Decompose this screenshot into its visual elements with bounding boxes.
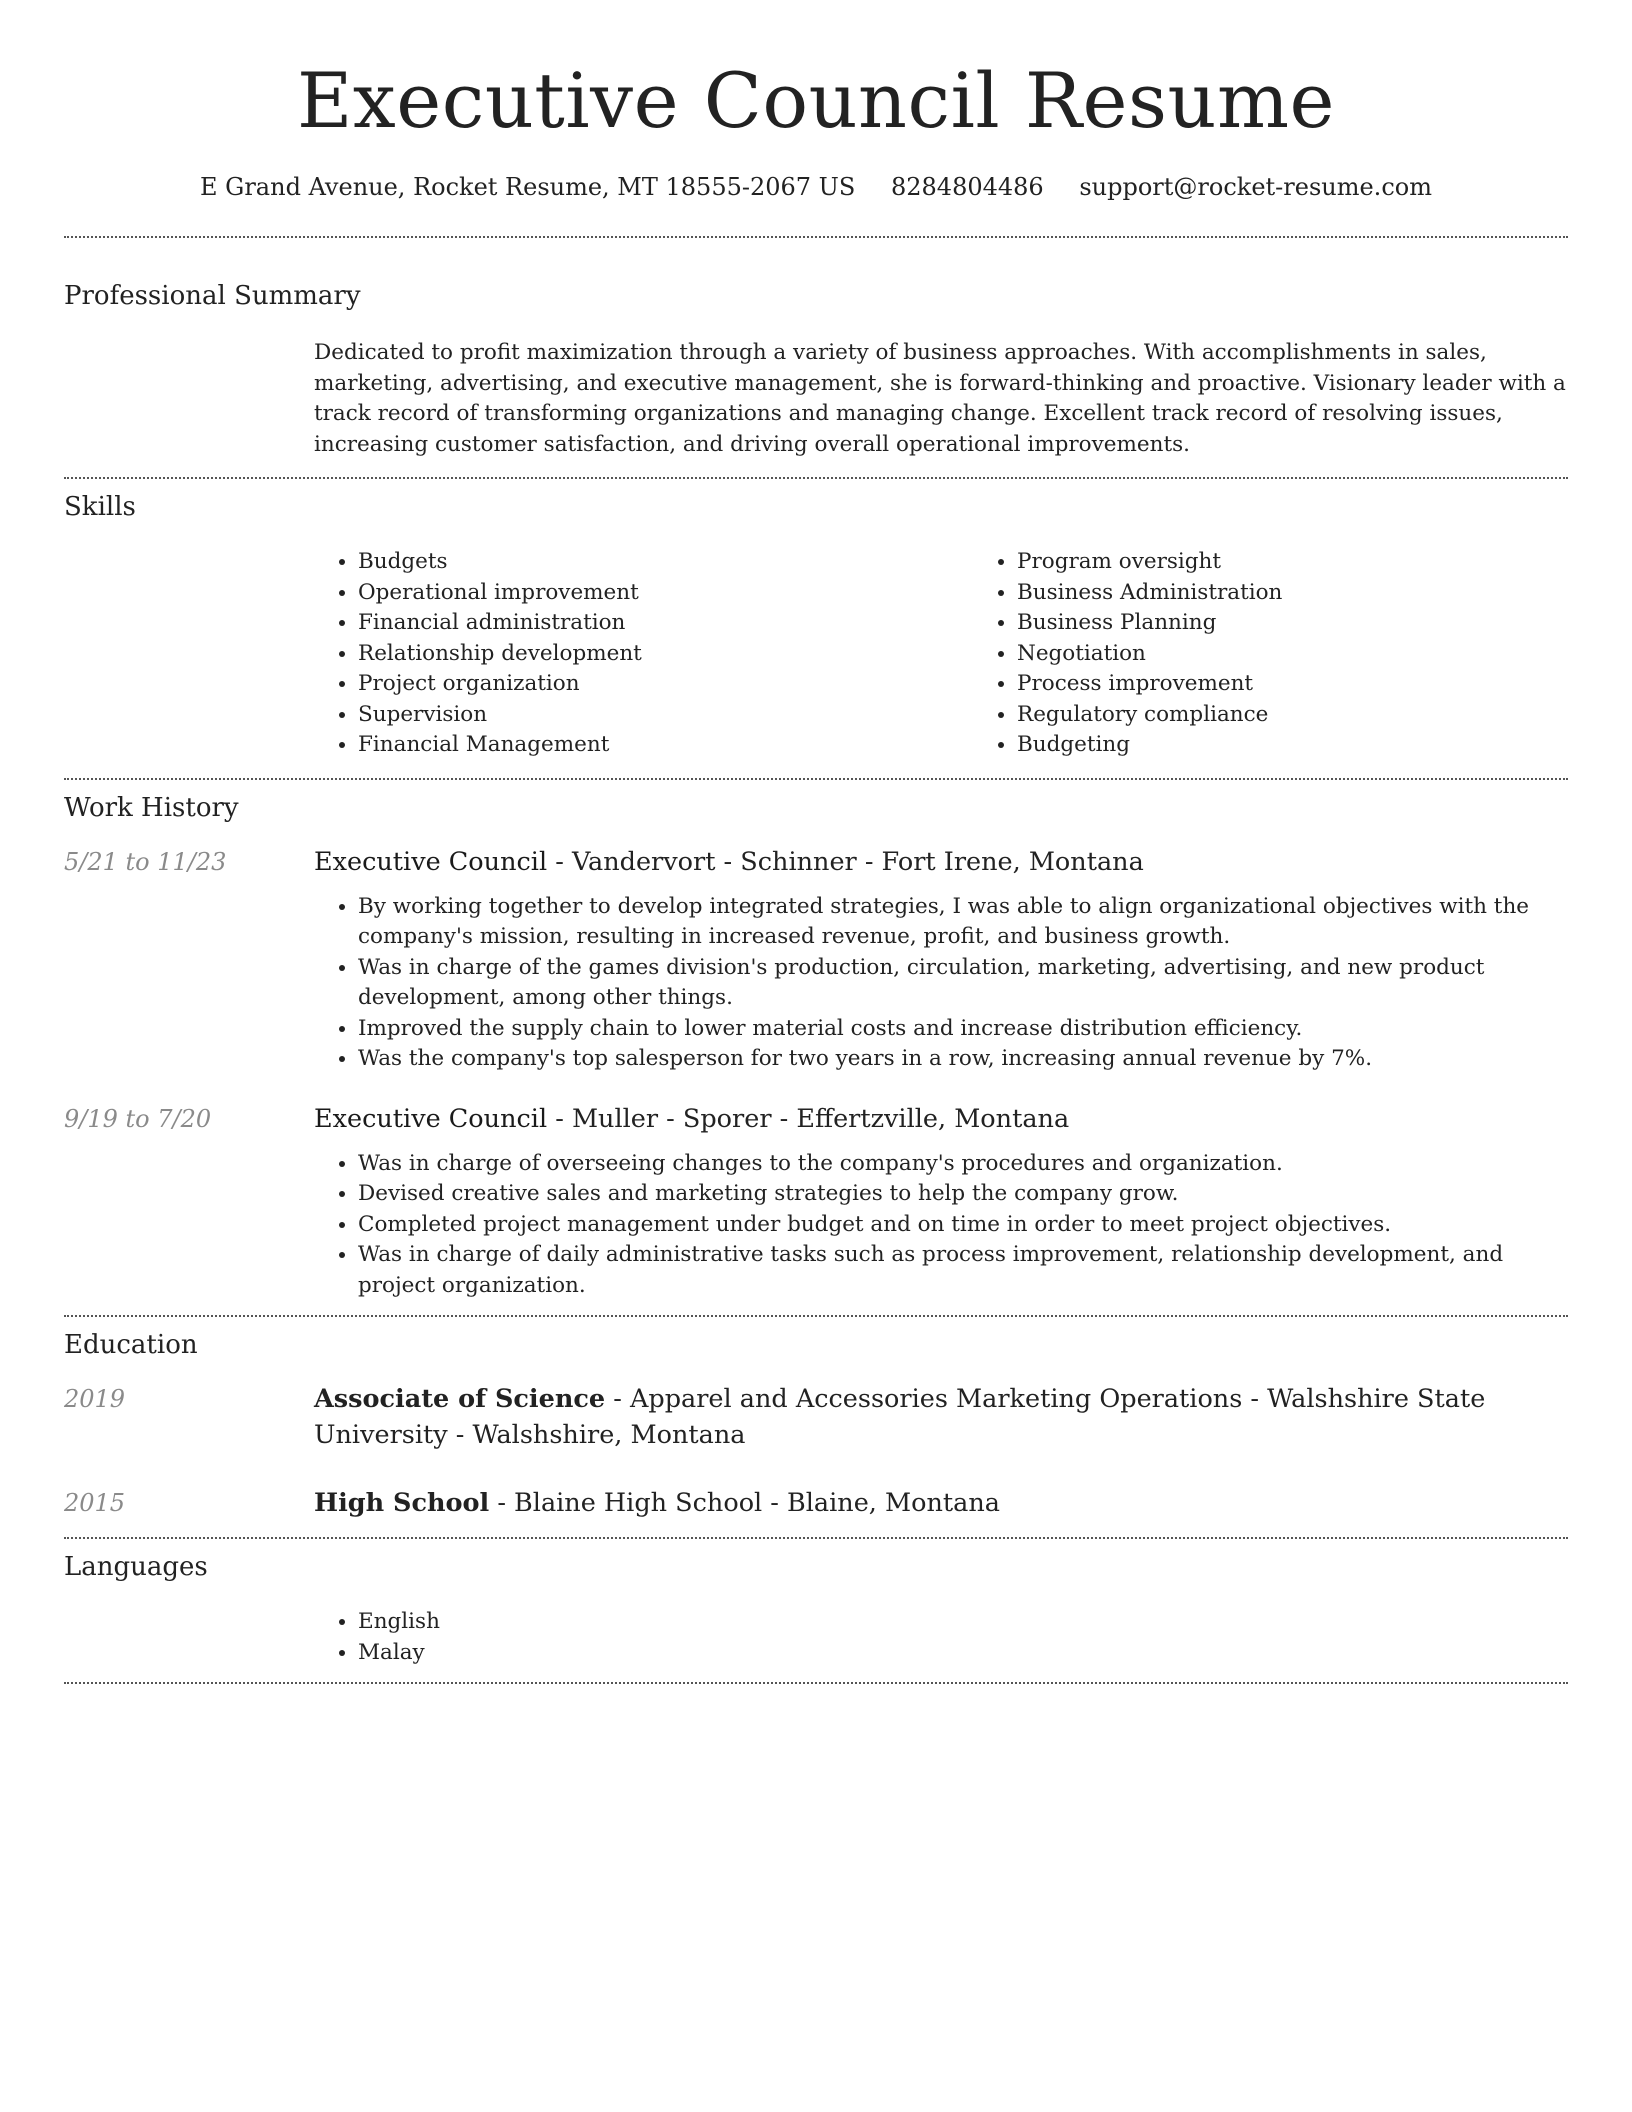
contact-address: E Grand Avenue, Rocket Resume, MT 18555-2067 US — [200, 173, 856, 201]
skills-list-right — [973, 547, 1632, 761]
job-employer: Vandervort - Schinner - Fort Irene, Montana — [571, 846, 1144, 877]
job-bullet: • By working together to develop integrated strategies, I was able to align organizational objectives with the company's mission, resulting in increased revenue, profit, and business growth. — [358, 892, 1568, 953]
summary-text: Dedicated to profit maximization through a variety of business approaches. With accomplishments in sales, marketing, advertising, and executive management, she is forward-thinking and proactive. Visionary leader with a track record of transforming organizations and managing change. Excellent track record of resolving issues, increasing customer satisfaction, and driving overall operational improvements. — [314, 340, 1566, 457]
job-entry — [64, 844, 1568, 1075]
skill-item: • Budgeting — [1017, 730, 1632, 761]
job-bullets — [314, 1149, 1568, 1302]
job-entry — [64, 1101, 1568, 1302]
summary-section — [64, 238, 1568, 460]
job-employer: Muller - Sporer - Effertzville, Montana — [571, 1103, 1070, 1134]
skill-item: • Process improvement — [1017, 669, 1632, 700]
language-item: • Malay — [358, 1638, 1568, 1669]
skills-list-left — [314, 547, 973, 761]
skill-item: • Program oversight — [1017, 547, 1632, 578]
skill-item: • Business Administration — [1017, 578, 1632, 609]
section-title-work: Work History — [64, 792, 239, 823]
language-item: • English — [358, 1607, 1568, 1638]
resume-page — [64, 0, 1568, 1684]
skill-item: • Negotiation — [1017, 639, 1632, 670]
languages-section — [64, 1539, 1568, 1668]
section-divider — [64, 1682, 1568, 1684]
job-dates: 5/21 to 11/23 — [64, 847, 227, 876]
section-title-languages: Languages — [64, 1552, 208, 1582]
section-title-skills: Skills — [64, 492, 136, 522]
job-heading: Executive Council - Muller - Sporer - Effertzville, Montana — [314, 1103, 1070, 1134]
skill-item: • Operational improvement — [358, 578, 973, 609]
education-degree: High School — [314, 1488, 490, 1518]
skills-section — [64, 479, 1568, 761]
education-details: Apparel and Accessories Marketing Operations - Walshshire State University - Walshshire, Montana — [314, 1384, 1486, 1450]
section-title-summary: Professional Summary — [64, 281, 361, 311]
education-year: 2019 — [64, 1385, 126, 1413]
contact-line — [64, 172, 1568, 202]
job-bullet: • Was in charge of overseeing changes to the company's procedures and organization. — [358, 1149, 1568, 1180]
education-section — [64, 1317, 1568, 1521]
skill-item: • Business Planning — [1017, 608, 1632, 639]
skill-item: • Relationship development — [358, 639, 973, 670]
skill-item: • Budgets — [358, 547, 973, 578]
education-details: Blaine High School - Blaine, Montana — [514, 1488, 1000, 1518]
job-bullet: • Improved the supply chain to lower material costs and increase distribution efficiency. — [358, 1014, 1568, 1045]
job-bullet: • Was in charge of the games division's production, circulation, marketing, advertising, and new product development, among other things. — [358, 953, 1568, 1014]
job-bullet: • Was in charge of daily administrative tasks such as process improvement, relationship development, and project organization. — [358, 1240, 1568, 1301]
education-degree: Associate of Science — [314, 1384, 606, 1414]
education-year: 2015 — [64, 1489, 126, 1517]
skill-item: • Financial Management — [358, 730, 973, 761]
job-position: Executive Council — [314, 846, 548, 877]
job-dates: 9/19 to 7/20 — [64, 1104, 212, 1133]
skill-item: • Project organization — [358, 669, 973, 700]
work-section — [64, 780, 1568, 1302]
education-entry — [64, 1381, 1568, 1453]
languages-list — [314, 1607, 1568, 1668]
education-heading: Associate of Science - Apparel and Accessories Marketing Operations - Walshshire State University - Walshshire, Montana — [314, 1384, 1486, 1450]
skill-item: • Financial administration — [358, 608, 973, 639]
job-bullet: • Completed project management under budget and on time in order to meet project objectives. — [358, 1210, 1568, 1241]
section-title-education: Education — [64, 1330, 198, 1360]
job-heading: Executive Council - Vandervort - Schinner - Fort Irene, Montana — [314, 846, 1144, 877]
job-bullet: • Devised creative sales and marketing strategies to help the company grow. — [358, 1179, 1568, 1210]
job-bullets — [314, 892, 1568, 1075]
skill-item: • Supervision — [358, 700, 973, 731]
contact-email: support@rocket-resume.com — [1079, 173, 1432, 201]
contact-phone: 8284804486 — [891, 173, 1044, 201]
resume-name: Executive Council Resume — [296, 56, 1336, 145]
education-heading: High School - Blaine High School - Blaine, Montana — [314, 1488, 1000, 1518]
skill-item: • Regulatory compliance — [1017, 700, 1632, 731]
job-position: Executive Council — [314, 1103, 548, 1134]
job-bullet: • Was the company's top salesperson for two years in a row, increasing annual revenue by 7%. — [358, 1044, 1568, 1075]
education-entry — [64, 1485, 1568, 1521]
